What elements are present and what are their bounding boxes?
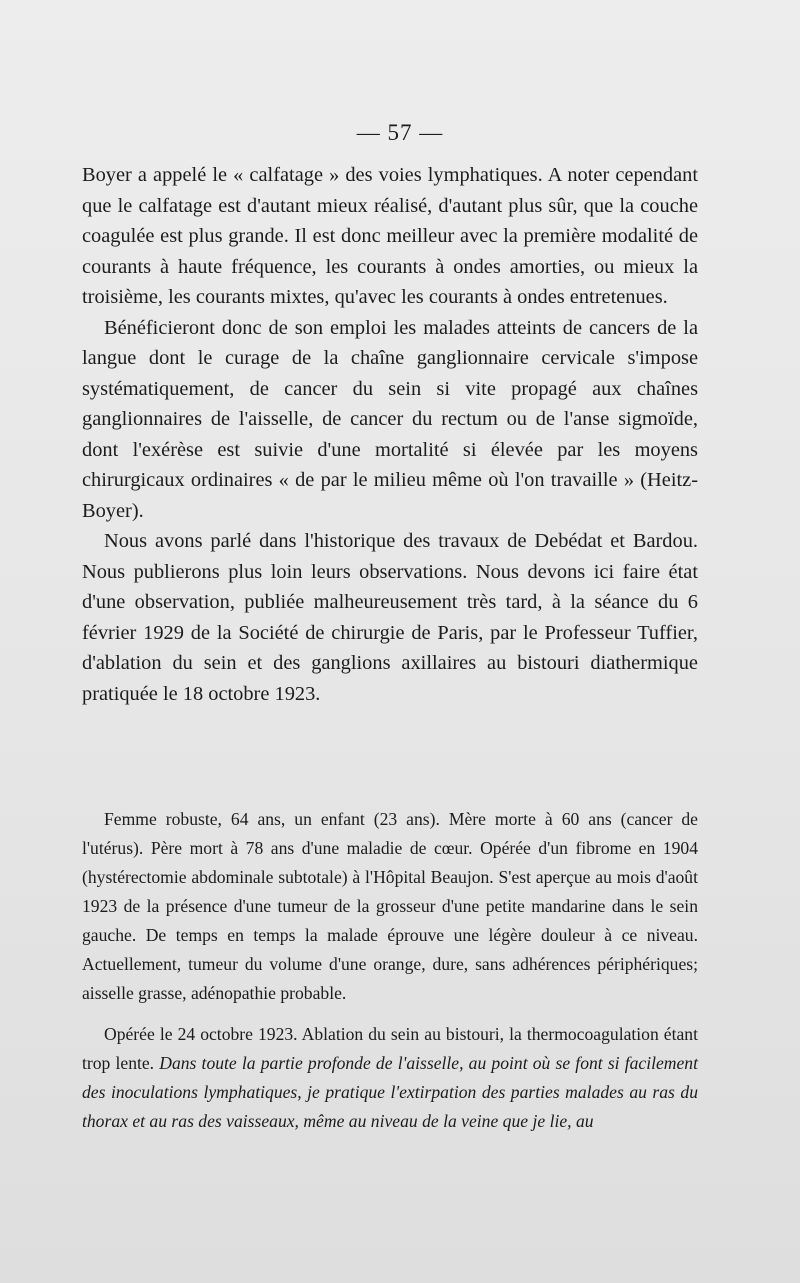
paragraph-historique: Nous avons parlé dans l'historique des travaux de Debédat et Bardou. Nous publierons plus loin leurs observations. Nous devons ici faire état d'une observation, publiée malheureusement très tard, à la séance du 6 février 1929 de la Société de chirurgie de Paris, par le Professeur Tuffier, d'ablation du sein et des ganglions axillaires au bistouri diathermique pratiquée le 18 octobre 1923. (82, 530, 698, 705)
paragraph-beneficieront: Bénéficieront donc de son emploi les malades atteints de cancers de la langue dont le curage de la chaîne ganglionnaire cervicale s'impose systématiquement, de cancer du sein si vite propagé aux chaînes ganglionnaires de l'aisselle, de cancer du rectum ou de l'anse sigmoïde, dont l'exérèse est suivie d'une mortalité si élevée par les moyens chirurgicaux ordinaires « de par le milieu même où l'on travaille » (Heitz-Boyer). (82, 316, 698, 522)
paragraph-calfatage: Boyer a appelé le « calfatage » des voies lymphatiques. A noter cependant que le calfatage est d'autant mieux réalisé, d'autant plus sûr, que la couche coagulée est plus grande. Il est donc meilleur avec la première modalité de courants à haute fréquence, les courants à ondes amorties, ou mieux la troisième, les courants mixtes, qu'avec les courants à ondes entretenues. (82, 164, 698, 308)
operation-text-roman: Opérée le 24 octobre 1923. Ablation du sein au bistouri, la thermocoagulation étant trop lente. (82, 1024, 698, 1073)
observation-text (82, 805, 698, 1136)
main-text (82, 160, 698, 709)
page-number: — 57 — (356, 120, 444, 145)
observation-paragraph-patient: Femme robuste, 64 ans, un enfant (23 ans). Mère morte à 60 ans (cancer de l'utérus). Père mort à 78 ans d'une maladie de cœur. Opérée d'un fibrome en 1904 (hystérectomie abdominale subtotale) à l'Hôpital Beaujon. S'est aperçue au mois d'août 1923 de la présence d'une tumeur de la grosseur d'une petite mandarine dans le sein gauche. De temps en temps la malade éprouve une légère douleur à ce niveau. Actuellement, tumeur du volume d'une orange, dure, sans adhérences périphériques; aisselle grasse, adénopathie probable. (82, 809, 698, 1003)
observation-paragraph-operation (82, 1020, 698, 1136)
operation-text-italic: Dans toute la partie profonde de l'aisselle, au point où se font si facilement des inoculations lymphatiques, je pratique l'extirpation des parties malades au ras du thorax et au ras des vaisseaux, même au niveau de la veine que je lie, au (82, 1053, 698, 1131)
